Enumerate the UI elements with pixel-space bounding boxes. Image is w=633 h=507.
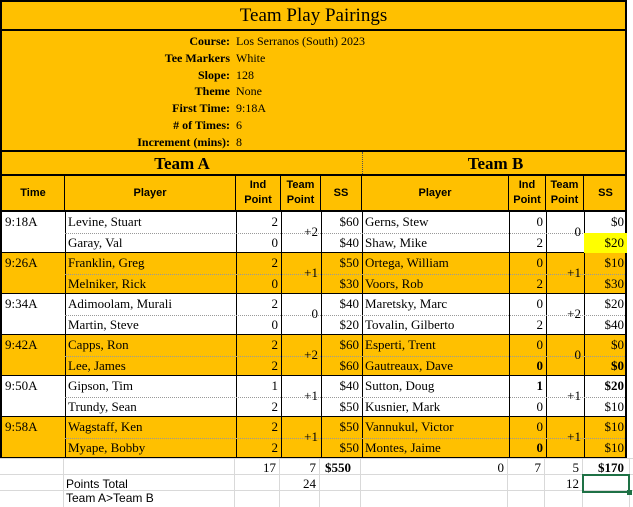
team-a-team-point[interactable]: +1: [304, 429, 318, 444]
team-b-player[interactable]: Gautreaux, Dave: [365, 357, 454, 373]
team-a-team-point[interactable]: 0: [311, 306, 318, 321]
header-player-b[interactable]: Player: [362, 176, 509, 210]
tee-time[interactable]: 9:50A: [5, 378, 38, 393]
info-row: [2, 33, 625, 50]
fill-handle[interactable]: [627, 490, 632, 495]
team-a-player[interactable]: Franklin, Greg: [68, 255, 145, 270]
pairing-group: [2, 417, 625, 458]
tee-time[interactable]: 9:18A: [5, 214, 38, 229]
team-b-ss[interactable]: $20: [584, 233, 627, 254]
team-a-team-point[interactable]: +2: [304, 347, 318, 362]
team-b-ss[interactable]: $10: [604, 398, 624, 414]
info-value[interactable]: 128: [236, 67, 254, 82]
info-value[interactable]: White: [236, 50, 266, 65]
pairing-group: [2, 335, 625, 376]
info-row: [2, 117, 625, 134]
team-b-player[interactable]: Voors, Rob: [365, 275, 424, 291]
header-ss-a[interactable]: SS: [321, 176, 362, 210]
team-a-ind-point[interactable]: 1: [271, 378, 278, 393]
team-a-ss[interactable]: $20: [339, 316, 359, 332]
team-b-heading[interactable]: Team B: [362, 152, 628, 174]
team-b-ss[interactable]: $10: [604, 255, 624, 270]
team-a-ind-point[interactable]: 2: [271, 337, 278, 352]
info-label[interactable]: Slope:: [197, 67, 230, 82]
team-a-team-point[interactable]: +1: [304, 388, 318, 403]
team-b-ind-point[interactable]: 0: [536, 296, 543, 311]
header-ind-point-b[interactable]: Ind Point: [509, 176, 546, 210]
total-a-ind[interactable]: 17: [263, 460, 276, 475]
team-a-player[interactable]: Gipson, Tim: [68, 378, 134, 393]
total-b-ss[interactable]: $170: [598, 460, 624, 475]
points-total-a[interactable]: 24: [303, 476, 316, 491]
team-b-ind-point[interactable]: 0: [536, 419, 543, 434]
team-b-team-point[interactable]: +2: [567, 306, 581, 321]
total-b-team[interactable]: 5: [572, 460, 579, 475]
team-b-player[interactable]: Montes, Jaime: [365, 439, 441, 455]
info-value[interactable]: 8: [236, 134, 242, 149]
info-label[interactable]: # of Times:: [173, 118, 230, 132]
info-label[interactable]: Course:: [189, 34, 230, 48]
team-b-player[interactable]: Gerns, Stew: [365, 214, 429, 229]
header-ss-b[interactable]: SS: [598, 186, 613, 199]
info-value[interactable]: Los Serranos (South) 2023: [236, 34, 365, 48]
header-player-a[interactable]: Player: [65, 176, 236, 210]
info-row: [2, 134, 625, 151]
team-a-player[interactable]: Melniker, Rick: [68, 275, 147, 291]
team-a-ind-point[interactable]: 2: [271, 296, 278, 311]
column-headers: [0, 176, 627, 212]
team-a-player[interactable]: Martin, Steve: [68, 316, 139, 332]
team-b-player[interactable]: Esperti, Trent: [365, 337, 436, 352]
team-a-player[interactable]: Levine, Stuart: [68, 214, 142, 229]
team-b-ind-point[interactable]: 0: [536, 214, 543, 229]
team-b-ss[interactable]: $40: [604, 316, 624, 332]
total-b-ind[interactable]: 7: [534, 460, 541, 475]
team-a-ind-point[interactable]: 2: [271, 255, 278, 270]
team-a-ss[interactable]: $50: [339, 419, 359, 434]
pairings-grid: [0, 212, 627, 458]
pairing-group: [2, 376, 625, 417]
comparison-result[interactable]: Team A>Team B: [66, 491, 154, 505]
team-header-row: [0, 152, 627, 176]
team-a-ss[interactable]: $60: [339, 214, 359, 229]
info-row: [2, 83, 625, 100]
team-b-team-point[interactable]: +1: [567, 429, 581, 444]
info-block: [0, 31, 627, 152]
total-a-ss[interactable]: $550: [325, 460, 351, 475]
total-mid[interactable]: 0: [497, 460, 504, 475]
team-b-ind-point[interactable]: 2: [536, 316, 543, 332]
header-ind-point-a[interactable]: Ind Point: [236, 176, 281, 210]
team-b-ss[interactable]: $0: [611, 337, 624, 352]
team-a-ss[interactable]: $50: [339, 255, 359, 270]
team-a-player[interactable]: Garay, Val: [68, 234, 123, 250]
team-b-team-point[interactable]: 0: [574, 224, 581, 239]
team-b-ind-point[interactable]: 0: [536, 439, 543, 455]
team-b-ss[interactable]: $0: [611, 357, 624, 373]
team-a-ind-point[interactable]: 2: [271, 214, 278, 229]
team-b-ss[interactable]: $30: [604, 275, 624, 291]
team-a-player[interactable]: Wagstaff, Ken: [68, 419, 143, 434]
comparison-row: [0, 490, 633, 507]
team-b-ss[interactable]: $10: [604, 419, 624, 434]
team-b-team-point[interactable]: 0: [574, 347, 581, 362]
team-a-ss[interactable]: $30: [339, 275, 359, 291]
header-team-point-b[interactable]: Team Point: [546, 176, 584, 210]
team-b-player[interactable]: Shaw, Mike: [365, 234, 427, 250]
team-b-ss[interactable]: $0: [611, 214, 624, 229]
info-label[interactable]: First Time:: [172, 101, 230, 116]
team-b-ind-point[interactable]: 0: [536, 398, 543, 414]
team-a-team-point[interactable]: +2: [304, 224, 318, 239]
total-a-team[interactable]: 7: [309, 460, 316, 475]
pairing-group: [2, 212, 625, 253]
team-b-player[interactable]: Sutton, Doug: [365, 378, 435, 393]
team-b-team-point[interactable]: +1: [567, 265, 581, 280]
points-total-b[interactable]: 12: [566, 476, 579, 491]
info-value[interactable]: 9:18A: [236, 101, 266, 116]
team-a-ss[interactable]: $50: [339, 398, 359, 414]
team-b-player[interactable]: Kusnier, Mark: [365, 398, 441, 414]
team-b-ind-point[interactable]: 0: [536, 357, 543, 373]
team-a-player[interactable]: Adimoolam, Murali: [68, 296, 172, 311]
team-b-ss[interactable]: $20: [604, 378, 624, 393]
team-a-ss[interactable]: $40: [339, 296, 359, 311]
info-row: [2, 67, 625, 84]
info-value[interactable]: 6: [236, 118, 242, 132]
team-b-player[interactable]: Ortega, William: [365, 255, 449, 270]
team-b-ind-point[interactable]: 0: [536, 337, 543, 352]
tee-time[interactable]: 9:58A: [5, 419, 38, 434]
team-a-ss[interactable]: $40: [339, 234, 359, 250]
team-a-ss[interactable]: $60: [339, 337, 359, 352]
header-team-point-a[interactable]: Team Point: [281, 176, 321, 210]
tee-time[interactable]: 9:42A: [5, 337, 38, 352]
team-a-ss[interactable]: $50: [339, 439, 359, 455]
info-label[interactable]: Tee Markers: [164, 50, 230, 65]
info-row: [2, 100, 625, 117]
team-a-ind-point[interactable]: 0: [271, 275, 278, 291]
tee-time[interactable]: 9:26A: [5, 255, 38, 270]
team-a-player[interactable]: Capps, Ron: [68, 337, 129, 352]
team-a-player[interactable]: Trundy, Sean: [68, 398, 137, 414]
info-row: [2, 50, 625, 67]
info-value[interactable]: None: [236, 84, 262, 99]
team-a-ind-point[interactable]: 0: [271, 234, 278, 250]
team-a-ss[interactable]: $40: [339, 378, 359, 393]
tee-time[interactable]: 9:34A: [5, 296, 38, 311]
team-a-ind-point[interactable]: 2: [271, 357, 278, 373]
team-b-ss[interactable]: $20: [604, 296, 624, 311]
team-a-heading[interactable]: Team A: [154, 154, 210, 173]
team-a-ind-point[interactable]: 0: [271, 316, 278, 332]
team-b-ind-point[interactable]: 2: [536, 275, 543, 291]
info-label[interactable]: Theme: [194, 84, 230, 99]
header-time[interactable]: Time: [2, 176, 65, 210]
selected-cell[interactable]: [582, 474, 630, 493]
team-a-player[interactable]: Lee, James: [68, 357, 126, 373]
team-a-player[interactable]: Myape, Bobby: [68, 439, 146, 455]
sheet-title[interactable]: Team Play Pairings: [0, 0, 627, 31]
team-b-ind-point[interactable]: 2: [536, 234, 543, 250]
team-a-ss[interactable]: $60: [339, 357, 359, 373]
team-a-ind-point[interactable]: 2: [271, 439, 278, 455]
team-b-team-point[interactable]: +1: [567, 388, 581, 403]
pairing-group: [2, 294, 625, 335]
points-total-label[interactable]: Points Total: [66, 477, 128, 491]
team-a-team-point[interactable]: +1: [304, 265, 318, 280]
team-a-ind-point[interactable]: 2: [271, 398, 278, 414]
team-b-player[interactable]: Tovalin, Gilberto: [365, 316, 455, 332]
pairing-group: [2, 253, 625, 294]
team-b-ind-point[interactable]: 1: [536, 378, 543, 393]
info-label[interactable]: Increment (mins):: [137, 134, 230, 149]
team-b-ind-point[interactable]: 0: [536, 255, 543, 270]
team-b-player[interactable]: Vannukul, Victor: [365, 419, 454, 434]
team-a-ind-point[interactable]: 2: [271, 419, 278, 434]
team-b-player[interactable]: Maretsky, Marc: [365, 296, 448, 311]
team-b-ss[interactable]: $10: [604, 439, 624, 455]
